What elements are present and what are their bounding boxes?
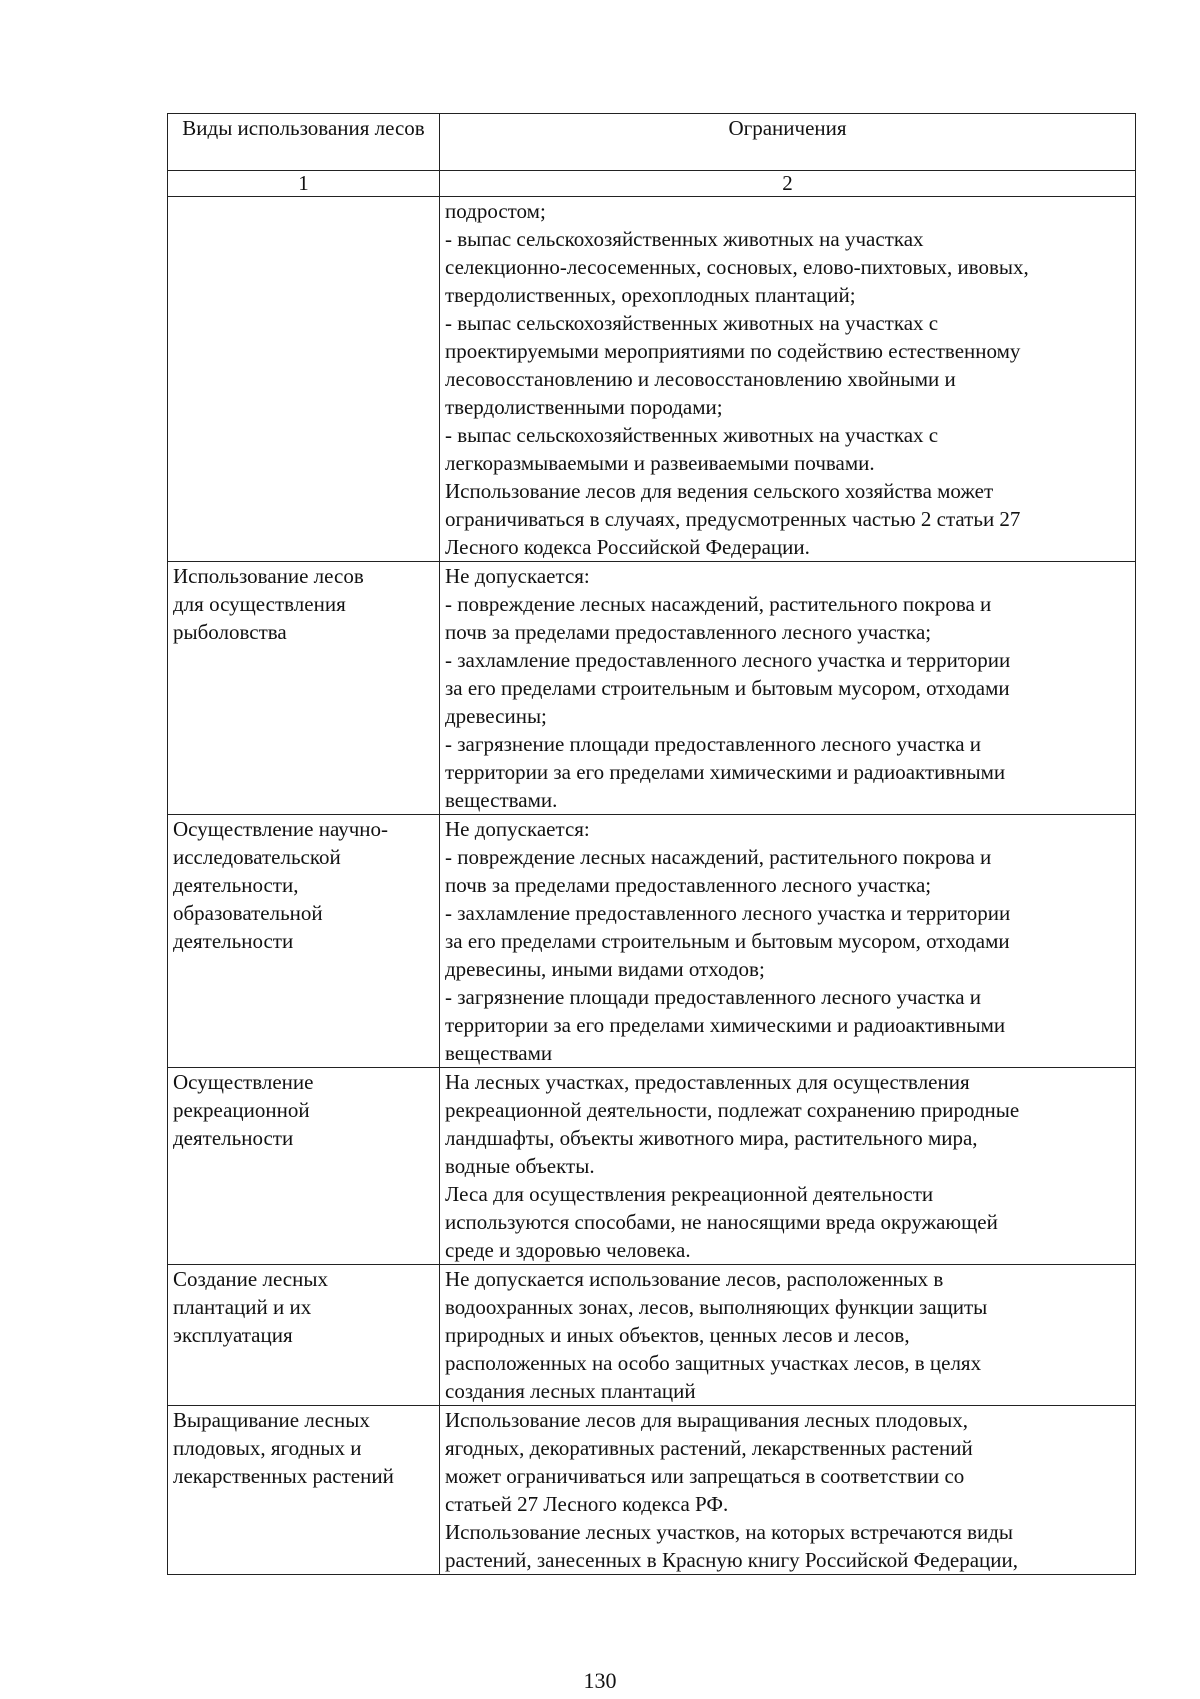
header-forest-use-types: Виды использования лесов: [168, 114, 440, 171]
table-body: [168, 197, 1136, 1575]
forest-use-type-cell: [168, 1068, 440, 1265]
table-row: [168, 197, 1136, 562]
restriction-line: Не допускается:: [445, 817, 590, 841]
restriction-line: проектируемыми мероприятиями по содействию естественному: [445, 339, 1021, 363]
table-header-row: [168, 114, 1136, 171]
restrictions-cell: [440, 1068, 1136, 1265]
restriction-line: - загрязнение площади предоставленного лесного участка и: [445, 985, 982, 1009]
restriction-line: - выпас сельскохозяйственных животных на участках с: [445, 311, 939, 335]
forest-use-type-line: для осуществления: [173, 592, 346, 616]
restriction-line: Леса для осуществления рекреационной деятельности: [445, 1182, 934, 1206]
forest-use-type-cell: [168, 562, 440, 815]
table-row: [168, 815, 1136, 1068]
restrictions-cell: [440, 197, 1136, 562]
forest-use-type-line: Использование лесов: [173, 564, 364, 588]
forest-use-type-line: рыболовства: [173, 620, 287, 644]
restriction-line: ягодных, декоративных растений, лекарственных растений: [445, 1436, 973, 1460]
restriction-line: - загрязнение площади предоставленного лесного участка и: [445, 732, 982, 756]
restriction-line: твердолиственными породами;: [445, 395, 723, 419]
table-row: [168, 562, 1136, 815]
forest-use-type-cell: [168, 815, 440, 1068]
forest-use-type-line: лекарственных растений: [173, 1464, 394, 1488]
table-row: [168, 1406, 1136, 1575]
column-number-2: 2: [440, 171, 1136, 197]
restriction-line: Использование лесов для выращивания лесных плодовых,: [445, 1408, 968, 1432]
restriction-line: используются способами, не наносящими вреда окружающей: [445, 1210, 998, 1234]
restriction-line: почв за пределами предоставленного лесного участка;: [445, 873, 932, 897]
restriction-line: лесовосстановлению и лесовосстановлению хвойными и: [445, 367, 956, 391]
table-row: [168, 1068, 1136, 1265]
restriction-line: На лесных участках, предоставленных для осуществления: [445, 1070, 970, 1094]
forest-use-type-line: Осуществление научно-: [173, 817, 388, 841]
restriction-line: водоохранных зонах, лесов, выполняющих функции защиты: [445, 1295, 988, 1319]
restriction-line: - выпас сельскохозяйственных животных на участках: [445, 227, 924, 251]
restriction-line: древесины;: [445, 704, 547, 728]
forest-use-type-line: образовательной: [173, 901, 323, 925]
forest-use-type-line: деятельности: [173, 1126, 294, 1150]
restriction-line: природных и иных объектов, ценных лесов и лесов,: [445, 1323, 910, 1347]
forest-use-restrictions-table: [167, 113, 1136, 1575]
table-row: [168, 1265, 1136, 1406]
restrictions-cell: [440, 1406, 1136, 1575]
forest-use-type-line: исследовательской: [173, 845, 341, 869]
forest-use-type-cell: [168, 197, 440, 562]
restriction-line: Не допускается использование лесов, расположенных в: [445, 1267, 944, 1291]
restrictions-cell: [440, 1265, 1136, 1406]
restriction-line: расположенных на особо защитных участках лесов, в целях: [445, 1351, 982, 1375]
restriction-line: - захламление предоставленного лесного участка и территории: [445, 901, 1011, 925]
forest-use-type-line: плантаций и их: [173, 1295, 312, 1319]
restriction-line: Не допускается:: [445, 564, 590, 588]
restriction-line: Использование лесных участков, на которых встречаются виды: [445, 1520, 1014, 1544]
forest-use-type-line: рекреационной: [173, 1098, 310, 1122]
forest-use-type-line: деятельности: [173, 929, 294, 953]
restriction-line: может ограничиваться или запрещаться в соответствии со: [445, 1464, 965, 1488]
restriction-line: ландшафты, объекты животного мира, растительного мира,: [445, 1126, 978, 1150]
restriction-line: - повреждение лесных насаждений, растительного покрова и: [445, 592, 992, 616]
restriction-line: статьей 27 Лесного кодекса РФ.: [445, 1492, 729, 1516]
forest-use-type-line: эксплуатация: [173, 1323, 293, 1347]
restriction-line: - повреждение лесных насаждений, растительного покрова и: [445, 845, 992, 869]
restriction-line: создания лесных плантаций: [445, 1379, 696, 1403]
forest-use-type-line: Осуществление: [173, 1070, 314, 1094]
restrictions-cell: [440, 562, 1136, 815]
restriction-line: ограничиваться в случаях, предусмотренных частью 2 статьи 27: [445, 507, 1021, 531]
restriction-line: почв за пределами предоставленного лесного участка;: [445, 620, 932, 644]
forest-use-type-cell: [168, 1265, 440, 1406]
restriction-line: Лесного кодекса Российской Федерации.: [445, 535, 810, 559]
restrictions-cell: [440, 815, 1136, 1068]
restriction-line: подростом;: [445, 199, 546, 223]
restriction-line: растений, занесенных в Красную книгу Российской Федерации,: [445, 1548, 1018, 1572]
restriction-line: Использование лесов для ведения сельского хозяйства может: [445, 479, 994, 503]
restriction-line: территории за его пределами химическими и радиоактивными: [445, 760, 1006, 784]
restriction-line: среде и здоровью человека.: [445, 1238, 691, 1262]
restriction-line: - выпас сельскохозяйственных животных на участках с: [445, 423, 939, 447]
forest-use-type-line: деятельности,: [173, 873, 299, 897]
restriction-line: за его пределами строительным и бытовым мусором, отходами: [445, 676, 1010, 700]
restriction-line: водные объекты.: [445, 1154, 595, 1178]
forest-use-type-cell: [168, 1406, 440, 1575]
restriction-line: веществами: [445, 1041, 553, 1065]
restriction-line: за его пределами строительным и бытовым мусором, отходами: [445, 929, 1010, 953]
restriction-line: рекреационной деятельности, подлежат сохранению природные: [445, 1098, 1020, 1122]
restriction-line: территории за его пределами химическими и радиоактивными: [445, 1013, 1006, 1037]
page-number: 130: [583, 1668, 617, 1693]
restriction-line: легкоразмываемыми и развеиваемыми почвами.: [445, 451, 875, 475]
forest-use-type-line: Выращивание лесных: [173, 1408, 370, 1432]
restriction-line: веществами.: [445, 788, 558, 812]
forest-use-type-line: Создание лесных: [173, 1267, 328, 1291]
column-number-1: 1: [168, 171, 440, 197]
restriction-line: селекционно-лесосеменных, сосновых, елово-пихтовых, ивовых,: [445, 255, 1029, 279]
forest-use-type-line: плодовых, ягодных и: [173, 1436, 362, 1460]
header-restrictions: Ограничения: [440, 114, 1136, 171]
restriction-line: - захламление предоставленного лесного участка и территории: [445, 648, 1011, 672]
restriction-line: твердолиственных, орехоплодных плантаций;: [445, 283, 856, 307]
column-number-row: [168, 171, 1136, 197]
restriction-line: древесины, иными видами отходов;: [445, 957, 765, 981]
